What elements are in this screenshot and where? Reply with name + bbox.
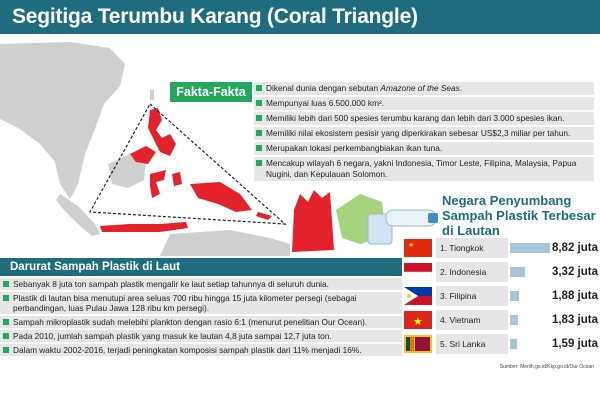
fakta-text: .: [459, 83, 463, 93]
taiwan: [150, 90, 154, 100]
indonesia-flag: [404, 263, 432, 281]
fakta-text: Merupakan lokasi perkembangbiakan ikan tuna.: [266, 143, 443, 153]
fakta-text: Mempunyai luas 6.500.000 km².: [266, 98, 385, 108]
svg-text:★: ★: [413, 315, 423, 328]
rank-country: 4. Vietnam: [436, 310, 508, 330]
darurat-title: Darurat Sampah Plastik di Laut: [0, 258, 402, 276]
rank-row: [404, 286, 598, 308]
rank-country: 2. Indonesia: [436, 262, 508, 282]
rank-country: 1. Tiongkok: [436, 238, 508, 258]
darurat-item: [0, 292, 402, 314]
source-note: Sumber: Menlh.go.id/Kkp.go.id/Our Ocean: [499, 364, 594, 370]
rank-value: 8,82 juta: [551, 242, 598, 254]
rank-row: [404, 334, 598, 356]
rank-bar: [510, 291, 519, 301]
rank-row: [404, 310, 598, 332]
bullet-icon: [256, 160, 262, 166]
srilanka-flag: [404, 335, 432, 353]
darurat-item: [0, 344, 402, 356]
fakta-item: [254, 127, 594, 140]
ranking-list: [404, 238, 598, 358]
darurat-text: Sampah mikroplastik sudah melebihi plankton dengan rasio 6:1 (menurut penelitian Our Ocean).: [13, 317, 368, 327]
bottle-cap-icon: [428, 213, 438, 223]
rank-bar: [510, 315, 518, 325]
darurat-text: Dalam waktu 2002-2016, terjadi peningkatan komposisi sampah plastik dari 11% menjadi 16%.: [13, 345, 362, 355]
rank-row: [404, 262, 598, 284]
fakta-item: [254, 112, 594, 125]
coral-triangle-map: [0, 34, 290, 256]
darurat-text: Sebanyak 8 juta ton sampah plastik mengalir ke laut setiap tahunnya di seluruh dunia.: [13, 279, 329, 289]
bullet-icon: [3, 319, 9, 325]
rank-country: 5. Sri Lanka: [436, 334, 508, 354]
rank-country: 3. Filipina: [436, 286, 508, 306]
page-title: Segitiga Terumbu Karang (Coral Triangle): [0, 0, 600, 34]
fakta-label: Fakta-Fakta: [170, 82, 252, 102]
darurat-item: [0, 278, 402, 290]
fakta-item: [254, 142, 594, 155]
rank-value: 1,88 juta: [551, 290, 598, 302]
philippines-flag: [404, 287, 432, 305]
china-flag: [404, 239, 432, 257]
darurat-item: [0, 330, 402, 342]
rank-bar: [510, 243, 550, 253]
svg-text:★: ★: [408, 241, 415, 249]
fakta-item: [254, 157, 594, 181]
bullet-icon: [256, 145, 262, 151]
darurat-text: Plastik di lautan bisa menutupi area seluas 700 ribu hingga 15 juta kilometer persegi (sebagai perbandingan, luas Pulau Jawa 128 ribu km persegi).: [13, 293, 357, 313]
darurat-list: [0, 278, 402, 358]
rank-bar: [510, 339, 517, 349]
bullet-icon: [3, 347, 9, 353]
bullet-icon: [256, 115, 262, 121]
ranking-title: Negara Penyumbang Sampah Plastik Terbesar di Lautan: [442, 193, 596, 238]
vietnam-flag: [404, 311, 432, 329]
bullet-icon: [256, 85, 262, 91]
rank-row: [404, 238, 598, 260]
darurat-text: Pada 2010, jumlah sampah plastik yang masuk ke lautan 4,8 juta sampai 12,7 juta ton.: [13, 331, 332, 341]
rank-value: 1,83 juta: [551, 314, 598, 326]
fakta-emphasis: Amazone of the Seas: [380, 83, 460, 93]
rank-value: 3,32 juta: [551, 266, 598, 278]
fakta-text: Mencakup wilayah 6 negara, yakni Indonesia, Timor Leste, Filipina, Malaysia, Papua Nugini, dan Kepulauan Solomon.: [266, 158, 577, 179]
fakta-item: [254, 82, 594, 95]
bullet-icon: [256, 100, 262, 106]
fakta-list: [254, 82, 594, 183]
fakta-text: Dikenal dunia dengan sebutan: [266, 83, 381, 93]
rank-value: 1,59 juta: [551, 338, 598, 350]
bullet-icon: [3, 295, 9, 301]
bullet-icon: [3, 333, 9, 339]
bullet-icon: [3, 281, 9, 287]
darurat-item: [0, 316, 402, 328]
bullet-icon: [256, 130, 262, 136]
rank-bar: [510, 267, 525, 277]
red-plastic-bag-icon: [292, 190, 334, 252]
fakta-item: [254, 97, 594, 110]
fakta-text: Memiliki nilai ekosistem pesisir yang diperkirakan sebesar US$2,3 miliar per tahun.: [266, 128, 571, 138]
fakta-text: Memiliki lebih dari 500 spesies terumbu karang dan lebih dari 3.000 spesies ikan.: [266, 113, 565, 123]
